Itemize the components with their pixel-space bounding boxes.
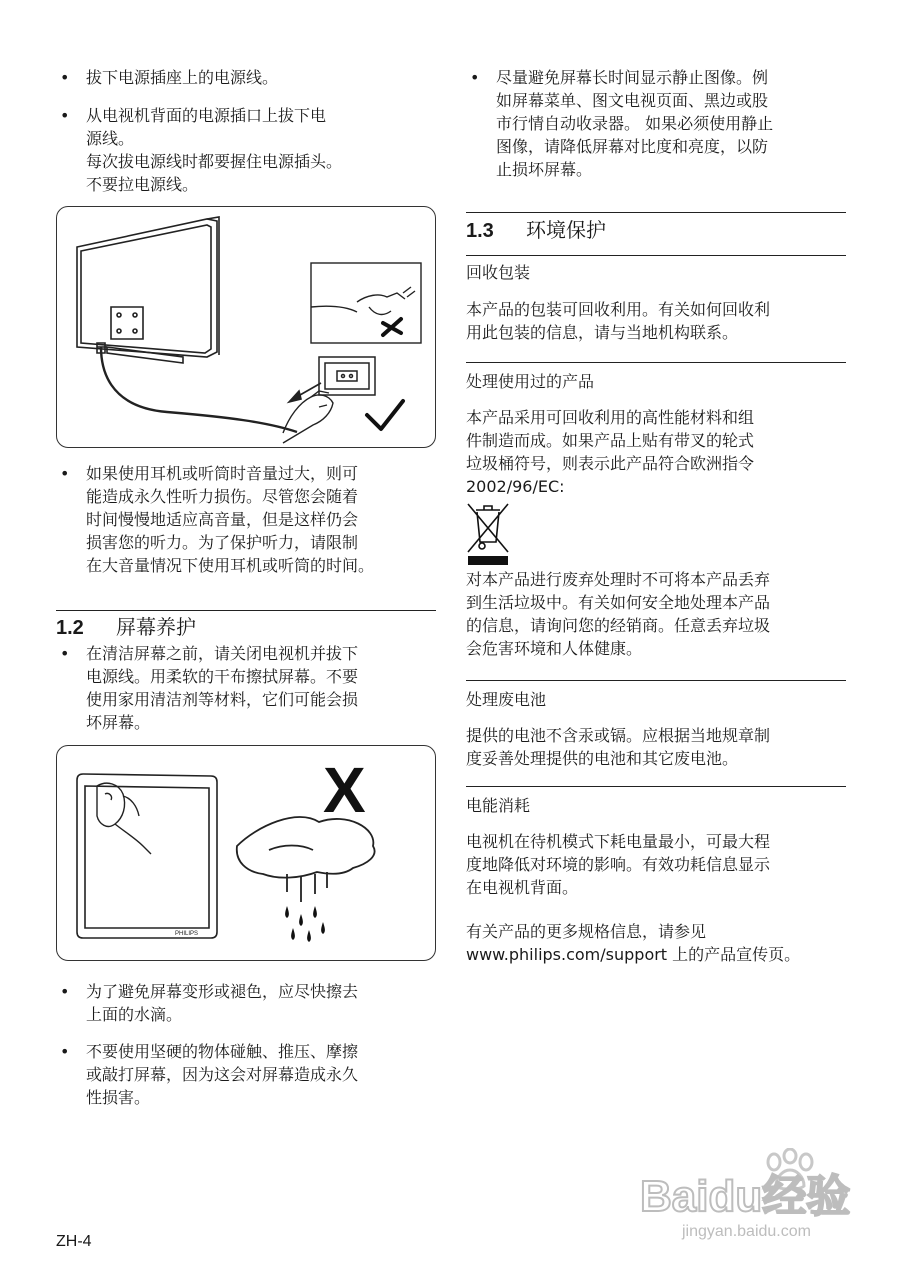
check-mark-icon [367,401,403,429]
bullet-line: 能造成永久性听力损伤。尽管您会随着 [86,487,359,506]
wet-cloth-icon [237,817,375,902]
paragraph-line: 的信息，请询问您的经销商。任意丢弃垃圾 [466,616,771,635]
heading-energy: 电能消耗 [466,796,531,815]
paragraph-line: 本产品采用可回收利用的高性能材料和组 [466,408,755,427]
pull-cord-wrong-icon [311,263,421,343]
section-title: 屏幕养护 [116,615,196,639]
bullet-line: 为了避免屏幕变形或褪色，应尽快擦去 [86,982,359,1001]
bullet-line: 使用家用清洁剂等材料，它们可能会损 [86,690,359,709]
paragraph-line: 在电视机背面。 [466,878,579,897]
paragraph-line: 提供的电池不含汞或镉。应根据当地规章制 [466,726,771,745]
figure-unplug-tv [56,206,436,448]
heading-recycle-packaging: 回收包装 [466,263,531,282]
bullet-line: 每次拔电源线时都要握住电源插头。 [86,152,343,171]
paragraph-energy [466,830,846,899]
unplug-illustration [57,207,436,448]
watermark-brand: Baidu经验 [640,1172,851,1221]
figure-clean-screen [56,745,436,961]
crossed-wheelie-bin-icon [466,500,510,566]
paragraph-line: 会危害环境和人体健康。 [466,639,643,658]
bullet-line: 市行情自动收录器。 如果必须使用静止 [496,114,774,133]
bullet-line: 在大音量情况下使用耳机或听筒的时间。 [86,556,375,575]
clean-screen-illustration [57,746,436,961]
hand-holding-plug-icon [283,391,333,443]
bullet-text: 拔下电源插座上的电源线。 [86,68,279,87]
hand-wiping-icon [97,783,151,854]
paragraph-line: 对本产品进行废弃处理时不可将本产品丢弃 [466,570,771,589]
subsection-divider [466,255,846,256]
paragraph-line: 度地降低对环境的影响。有效功耗信息显示 [466,855,771,874]
bullet-line: 图像，请降低屏幕对比度和亮度，以防 [496,137,769,156]
bullet-water-drops: • 为了避免屏幕变形或褪色，应尽快擦去 上面的水滴。 [56,980,436,1026]
paragraph-line: 件制造而成。如果产品上贴有带叉的轮式 [466,431,755,450]
bullet-line: 不要使用坚硬的物体碰触、推压、摩擦 [86,1042,359,1061]
paragraph-more-info [466,920,846,966]
bullet-line: 电源线。用柔软的干布擦拭屏幕。不要 [86,667,359,686]
wall-socket-icon [319,357,375,395]
paragraph-line: 用此包装的信息，请与当地机构联系。 [466,323,739,342]
section-divider [466,212,846,213]
heading-used-products: 处理使用过的产品 [466,372,595,391]
bullet-line: 止损坏屏幕。 [496,160,593,179]
tv-back-icon [77,217,297,432]
cross-mark-icon [383,319,401,335]
bullet-line: 坏屏幕。 [86,713,151,732]
bullet-hard-objects: • 不要使用坚硬的物体碰触、推压、摩擦 或敲打屏幕，因为这会对屏幕造成永久 性损害。 [56,1040,436,1109]
bullet-hearing: • 如果使用耳机或听筒时音量过大，则可 能造成永久性听力损伤。尽管您会随着 时间慢慢地适应高音量，但是这样仍会 损害您的听力。为了保护听力，请限制 在大音量情况下使用耳机或听筒的时间。 [56,462,436,577]
paragraph-used-products [466,406,846,498]
paragraph-line: 电视机在待机模式下耗电量最小，可最大程 [466,832,771,851]
paragraph-line: 度妥善处理提供的电池和其它废电池。 [466,749,739,768]
paragraph-recycle-packaging [466,298,846,344]
tv-brand-label: PHILIPS [175,931,199,937]
bullet-line: 损害您的听力。为了保护听力，请限制 [86,533,359,552]
paragraph-line: 有关产品的更多规格信息，请参见 [466,922,707,941]
section-title: 环境保护 [526,218,606,242]
bullet-line: 时间慢慢地适应高音量，但是这样仍会 [86,510,359,529]
water-drops-icon [285,906,325,942]
paragraph-batteries [466,724,846,770]
bullet-unplug-tv: • 从电视机背面的电源插口上拔下电 源线。 每次拔电源线时都要握住电源插头。 不要拉电源线。 [56,104,436,196]
subsection-divider [466,786,846,787]
bullet-line: 如屏幕菜单、图文电视页面、黑边或股 [496,91,769,110]
bullet-line: 从电视机背面的电源插口上拔下电 [86,106,327,125]
bullet-line: 源线。 [86,129,135,148]
subsection-divider [466,680,846,681]
heading-batteries: 处理废电池 [466,690,547,709]
bullet-static-image: • 尽量避免屏幕长时间显示静止图像。例 如屏幕菜单、图文电视页面、黑边或股 市行情自动收录器。 如果必须使用静止 图像，请降低屏幕对比度和亮度，以防 止损坏屏幕。 [466,66,846,181]
bullet-cleaning: • 在清洁屏幕之前，请关闭电视机并拔下 电源线。用柔软的干布擦拭屏幕。不要 使用家用清洁剂等材料，它们可能会损 坏屏幕。 [56,642,436,734]
section-heading-1-2 [56,614,196,641]
paragraph-line: 本产品的包装可回收利用。有关如何回收利 [466,300,771,319]
paragraph-line: 到生活垃圾中。有关如何安全地处理本产品 [466,593,771,612]
bullet-line: 上面的水滴。 [86,1005,183,1024]
section-number: 1.2 [56,617,84,639]
baidu-watermark [640,1148,870,1244]
tv-front-icon [77,774,217,938]
watermark-url: jingyan.baidu.com [682,1223,811,1240]
page-number: ZH-4 [56,1233,92,1250]
support-link-line[interactable]: www.philips.com/support 上的产品宣传页。 [466,945,801,964]
paragraph-disposal [466,568,846,660]
section-number: 1.3 [466,220,494,242]
bullet-line: 性损害。 [86,1088,151,1107]
bullet-line: 如果使用耳机或听筒时音量过大，则可 [86,464,359,483]
section-heading-1-3 [466,217,606,244]
paragraph-line: 垃圾桶符号，则表示此产品符合欧洲指令 [466,454,755,473]
bullet-unplug-socket: • 拔下电源插座上的电源线。 [60,68,279,87]
bullet-line: 尽量避免屏幕长时间显示静止图像。例 [496,68,769,87]
bullet-line: 在清洁屏幕之前，请关闭电视机并拔下 [86,644,359,663]
subsection-divider [466,362,846,363]
paragraph-line: 2002/96/EC: [466,477,565,496]
bullet-line: 不要拉电源线。 [86,175,199,194]
bullet-line: 或敲打屏幕，因为这会对屏幕造成永久 [86,1065,359,1084]
x-mark-label: X [323,754,366,826]
section-divider [56,610,436,611]
